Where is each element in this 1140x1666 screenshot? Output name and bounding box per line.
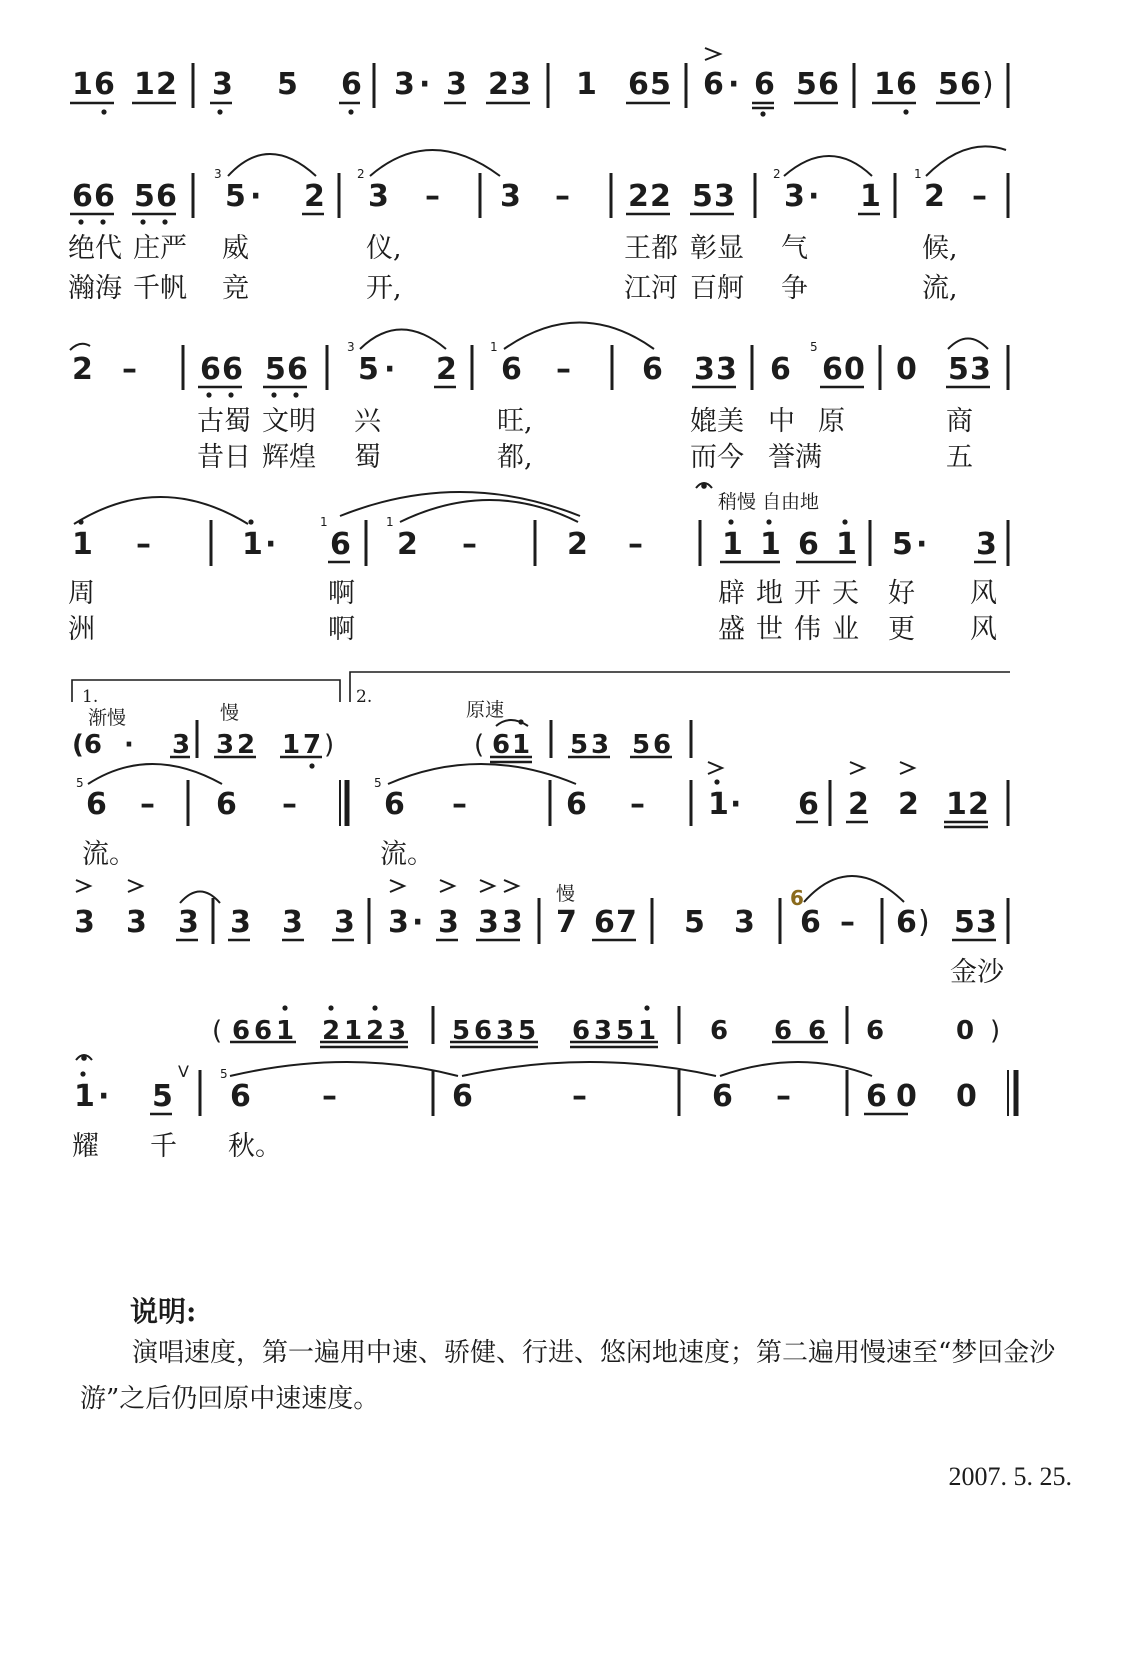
tempo-mark: 慢: [556, 883, 576, 905]
note: 1: [72, 527, 93, 562]
note: 5: [948, 352, 969, 387]
lyric: 蜀: [354, 442, 381, 473]
inst-note: 6: [653, 730, 672, 760]
grace-note: 3: [347, 340, 355, 354]
note: 6: [822, 352, 843, 387]
lyric: 啊: [328, 578, 355, 609]
lyric: 地: [756, 578, 783, 609]
fermatas: [76, 483, 712, 1060]
note: 2: [567, 527, 588, 562]
note: 3: [976, 905, 997, 940]
dash: –: [628, 527, 643, 562]
note: 6: [156, 179, 177, 214]
dash: –: [630, 787, 645, 822]
note: 1: [946, 787, 967, 822]
lyric: 候,: [922, 233, 958, 264]
lyric: 流,: [922, 273, 958, 304]
note: 6: [222, 352, 243, 387]
inst-note: 5: [452, 1016, 471, 1046]
dot-extension: ·: [124, 730, 134, 760]
inst-note: 3: [388, 1016, 407, 1046]
dot-extension: ·: [265, 527, 277, 562]
lyric: 竞: [222, 273, 249, 304]
note: 5: [684, 905, 705, 940]
note: 6: [754, 67, 775, 102]
grace-note: 2: [773, 167, 781, 181]
note: 1: [836, 527, 857, 562]
grace-note: 1: [914, 167, 922, 181]
note: 6: [594, 905, 615, 940]
note: 3: [368, 179, 389, 214]
lyric: 流。: [82, 839, 136, 870]
note: 5: [358, 352, 379, 387]
inst-note: 1: [512, 730, 531, 760]
inst-note: 3: [216, 730, 235, 760]
dot-extension: ·: [728, 67, 740, 102]
note: 6: [341, 67, 362, 102]
lyric: 风: [970, 614, 997, 645]
note: 6: [330, 527, 351, 562]
lyric: 争: [781, 273, 808, 304]
inst-note: (6: [72, 730, 102, 760]
volta-2-label: 2.: [356, 687, 373, 707]
inst-note: 1: [282, 730, 301, 760]
inst-note: 5: [632, 730, 651, 760]
note: 3: [502, 905, 523, 940]
lyric: 媲美: [690, 406, 744, 437]
lyric: 好: [888, 578, 915, 609]
note: 1: [722, 527, 743, 562]
inst-note: 6: [572, 1016, 591, 1046]
inst-note: 6: [232, 1016, 251, 1046]
inst-note: 6: [474, 1016, 493, 1046]
inst-note: 5: [570, 730, 589, 760]
note: 3: [784, 179, 805, 214]
note: 1: [760, 527, 781, 562]
dot-extension: ·: [412, 905, 424, 940]
lyric: 流。: [380, 839, 434, 870]
lyric: 誉满: [768, 442, 822, 473]
dot-extension: ·: [250, 179, 262, 214]
lyric: 伟: [794, 614, 821, 645]
note: 1: [242, 527, 263, 562]
note: 3: [334, 905, 355, 940]
lyric: 瀚海: [68, 273, 122, 304]
note: 1: [874, 67, 895, 102]
note: 6: [896, 67, 917, 102]
lyric: 王都: [624, 233, 678, 264]
note: 5: [134, 179, 155, 214]
grace-note: 1: [490, 340, 498, 354]
note: 5: [954, 905, 975, 940]
lyric: 辉煌: [262, 442, 316, 473]
lyric: 而今: [690, 442, 744, 473]
note: 6: [798, 527, 819, 562]
note: 6: [798, 787, 819, 822]
dash: –: [425, 179, 440, 214]
note: 6: [712, 1079, 733, 1114]
octave-dots: [78, 109, 908, 1076]
note: 2: [924, 179, 945, 214]
note: 2: [304, 179, 325, 214]
note: 6: [703, 67, 724, 102]
grace-note: 3: [214, 167, 222, 181]
inst-note: 2: [322, 1016, 341, 1046]
lyric: 昔日: [197, 442, 251, 473]
paren: ): [990, 1016, 1001, 1046]
dash: –: [122, 352, 137, 387]
inst-note: 6: [710, 1016, 729, 1046]
note: 7: [556, 905, 577, 940]
dash: –: [322, 1079, 337, 1114]
note: 3: [230, 905, 251, 940]
note: 1: [576, 67, 597, 102]
dash: –: [282, 787, 297, 822]
note: 1: [74, 1079, 95, 1114]
note: 6: [230, 1079, 251, 1114]
date: 2007. 5. 25.: [948, 1462, 1072, 1491]
note: 6: [452, 1079, 473, 1114]
inst-note: 6: [492, 730, 511, 760]
note: 6: [94, 67, 115, 102]
inst-note: 7: [303, 730, 322, 760]
lyric: 商: [946, 406, 973, 437]
inst-note: 6: [808, 1016, 827, 1046]
rest: 0: [896, 1079, 917, 1114]
dash: –: [572, 1079, 587, 1114]
note: 5: [265, 352, 286, 387]
note: 5: [692, 179, 713, 214]
note: 3: [976, 527, 997, 562]
inst-note: 3: [591, 730, 610, 760]
note: 2: [898, 787, 919, 822]
inst-note: 1: [638, 1016, 657, 1046]
barlines: [183, 63, 1016, 1116]
inst-note: 3: [496, 1016, 515, 1046]
note: 3: [734, 905, 755, 940]
note: 2: [488, 67, 509, 102]
dash: –: [136, 527, 151, 562]
volta-1-label: 1.: [82, 687, 99, 707]
grace-note: 5: [76, 776, 84, 790]
volta-brackets: [72, 672, 1010, 702]
grace-note: 1: [386, 515, 394, 529]
note: 3: [212, 67, 233, 102]
lyric: 仪,: [366, 233, 402, 264]
dash: –: [140, 787, 155, 822]
lyric: 原: [818, 406, 845, 437]
note: 6: [642, 352, 663, 387]
paren: ): [918, 905, 930, 940]
note: 1: [708, 787, 729, 822]
note: 1: [72, 67, 93, 102]
lyric: 彰显: [690, 233, 744, 264]
note: 0: [844, 352, 865, 387]
lyric: 百舸: [690, 273, 744, 304]
note: 1: [860, 179, 881, 214]
note: 2: [968, 787, 989, 822]
inst-note: 6: [774, 1016, 793, 1046]
inst-note: 3: [594, 1016, 613, 1046]
inst-note: 6: [254, 1016, 273, 1046]
lyric: 千帆: [133, 273, 187, 304]
inst-note: 2: [237, 730, 256, 760]
dash: –: [452, 787, 467, 822]
lyric: 金沙: [950, 957, 1004, 988]
note: 2: [650, 179, 671, 214]
inst-note: 1: [344, 1016, 363, 1046]
note: 6: [501, 352, 522, 387]
paren: ): [324, 730, 335, 760]
paren: (: [474, 730, 485, 760]
note: 6: [770, 352, 791, 387]
tempo-mark: 渐慢: [88, 707, 127, 729]
lyric: 洲: [68, 614, 95, 645]
rest: 0: [956, 1016, 975, 1046]
tempo-mark: 原速: [466, 699, 505, 721]
note: 6: [866, 1079, 887, 1114]
lyric: 江河: [624, 273, 678, 304]
lyric: 中: [768, 406, 795, 437]
note: 6: [628, 67, 649, 102]
note: 2: [397, 527, 418, 562]
lyric: 业: [832, 614, 859, 645]
note: 2: [156, 67, 177, 102]
inst-note: 6: [866, 1016, 885, 1046]
note: 3: [970, 352, 991, 387]
note: 2: [848, 787, 869, 822]
note: 6: [960, 67, 981, 102]
note: 3: [388, 905, 409, 940]
lyric: 五: [946, 442, 973, 473]
lyric: 庄严: [133, 233, 187, 264]
lyric: 都,: [497, 442, 533, 473]
note: 2: [436, 352, 457, 387]
note: 3: [394, 67, 415, 102]
inst-note: 5: [518, 1016, 537, 1046]
grace-note: 5: [810, 340, 818, 354]
note: 5: [938, 67, 959, 102]
grace-note: 2: [357, 167, 365, 181]
inst-note: 2: [366, 1016, 385, 1046]
paren: ): [982, 67, 994, 102]
note: 6: [566, 787, 587, 822]
note: 5: [796, 67, 817, 102]
lyric: 世: [756, 614, 783, 645]
note: 3: [126, 905, 147, 940]
note: 3: [74, 905, 95, 940]
dot-extension: ·: [419, 67, 431, 102]
note: 6: [384, 787, 405, 822]
dash: –: [555, 179, 570, 214]
note: 1: [134, 67, 155, 102]
note: 6: [800, 905, 821, 940]
lyric: 旺,: [497, 406, 533, 437]
dash: –: [972, 179, 987, 214]
lyric: 兴: [354, 406, 381, 437]
note: 5: [277, 67, 298, 102]
lyric: 绝代: [68, 233, 122, 264]
inst-note: 5: [616, 1016, 635, 1046]
dot-extension: ·: [98, 1079, 110, 1114]
lyric: 开,: [366, 273, 402, 304]
note: 6: [86, 787, 107, 822]
lyric: 盛: [718, 614, 745, 645]
grace-note: 5: [220, 1067, 228, 1081]
note: 6: [200, 352, 221, 387]
lyric: 威: [222, 233, 249, 264]
note: 5: [225, 179, 246, 214]
note: 5: [892, 527, 913, 562]
dash: –: [840, 905, 855, 940]
inst-note: 1: [276, 1016, 295, 1046]
lyric: 风: [970, 578, 997, 609]
note: 6: [94, 179, 115, 214]
rest: 0: [956, 1079, 977, 1114]
note: 3: [478, 905, 499, 940]
dot-extension: ·: [730, 787, 742, 822]
grace-note: 5: [374, 776, 382, 790]
lyric: 更: [888, 614, 915, 645]
lyric: 啊: [328, 614, 355, 645]
note: 5: [650, 67, 671, 102]
note: 3: [446, 67, 467, 102]
note: 3: [178, 905, 199, 940]
rest: 0: [896, 352, 917, 387]
lyric: 开: [794, 578, 821, 609]
lyric: 耀: [72, 1131, 99, 1162]
lyric: 秋。: [228, 1131, 282, 1162]
note: 3: [438, 905, 459, 940]
grace-note: 6: [790, 886, 804, 910]
note: 2: [72, 352, 93, 387]
notes-body: 演唱速度，第一遍用中速、骄健、行进、悠闲地速度；第二遍用慢速至“梦回金沙游”之后仍回原中速速度。: [80, 1338, 1056, 1414]
note: 3: [282, 905, 303, 940]
lyric: 辟: [718, 578, 745, 609]
dot-extension: ·: [384, 352, 396, 387]
dash: –: [776, 1079, 791, 1114]
beams: [70, 103, 996, 1114]
note: 5: [152, 1079, 173, 1114]
dot-extension: ·: [916, 527, 928, 562]
notes-title: 说明:: [130, 1295, 197, 1328]
note: 7: [616, 905, 637, 940]
note: 2: [628, 179, 649, 214]
note: 6: [72, 179, 93, 214]
lyric: 气: [781, 233, 808, 264]
dash: –: [556, 352, 571, 387]
note: 3: [510, 67, 531, 102]
breath-mark: V: [178, 1062, 189, 1081]
inst-note: 3: [172, 730, 191, 760]
dot-extension: ·: [808, 179, 820, 214]
tempo-mark: 慢: [220, 702, 240, 724]
note: 3: [714, 179, 735, 214]
grace-note: 1: [320, 515, 328, 529]
note: 3: [716, 352, 737, 387]
note: 6: [216, 787, 237, 822]
lyric: 古蜀: [197, 406, 251, 437]
note: 6: [818, 67, 839, 102]
note: 6: [896, 905, 917, 940]
lyric: 千: [150, 1131, 177, 1162]
dash: –: [462, 527, 477, 562]
note: 6: [287, 352, 308, 387]
paren: (: [212, 1016, 223, 1046]
note: 3: [694, 352, 715, 387]
lyric: 周: [68, 578, 95, 609]
lyric: 文明: [262, 406, 316, 437]
lyric: 天: [832, 578, 859, 609]
note: 3: [500, 179, 521, 214]
tempo-mark: 稍慢 自由地: [718, 491, 820, 513]
